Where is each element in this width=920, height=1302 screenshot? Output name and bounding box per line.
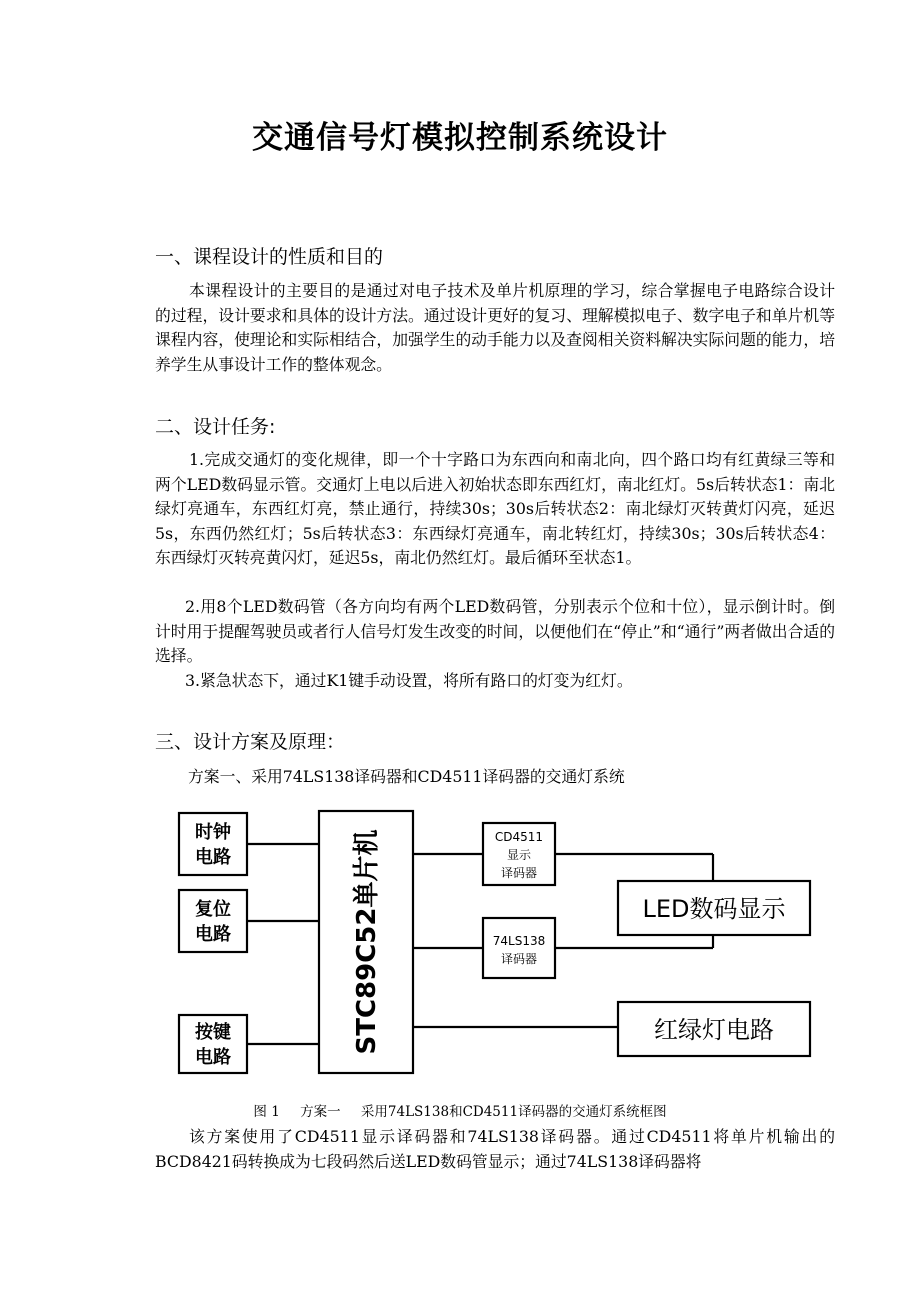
section-1-heading: 一、课程设计的性质和目的 xyxy=(155,246,384,268)
key-label-2: 电路 xyxy=(195,1047,231,1068)
section-1-paragraph: 本课程设计的主要目的是通过对电子技术及单片机原理的学习，综合掌握电子电路综合设计的过程，设计要求和具体的设计方法。通过设计更好的复习、理解模拟电子、数字电子和单片机等课程内容，使理论和实际相结合，加强学生的动手能力以及查阅相关资料解决实际问题的能力，培养学生从事设计工作的整体观念。 xyxy=(155,281,835,374)
cd4511-label-2: 显示 xyxy=(506,848,532,862)
led-display-label: LED数码显示 xyxy=(642,895,786,923)
ls138-label-1: 74LS138 xyxy=(492,934,546,948)
section-3-paragraph: 该方案使用了CD4511显示译码器和74LS138译码器。通过CD4511将单片机输出的BCD8421码转换成为七段码然后送LED数码管显示；通过74LS138译码器将 xyxy=(155,1127,835,1171)
scheme-1-label: 方案一、采用74LS138译码器和CD4511译码器的交通灯系统 xyxy=(188,767,625,786)
block-diagram xyxy=(165,805,820,1080)
cd4511-label-3: 译码器 xyxy=(500,866,538,880)
task-item-3: 3.紧急状态下，通过K1键手动设置，将所有路口的灯变为红灯。 xyxy=(185,671,633,690)
ls138-label-2: 译码器 xyxy=(500,952,538,966)
figure-caption xyxy=(0,1100,920,1120)
ls138-box xyxy=(483,918,555,978)
section-3-heading: 三、设计方案及原理： xyxy=(155,731,346,753)
task-item-1: 1.完成交通灯的变化规律，即一个十字路口为东西向和南北向，四个路口均有红黄绿三等和两个LED数码显示管。交通灯上电以后进入初始状态即东西红灯，南北红灯。5s后转状态1：南北绿灯亮通车，东西红灯亮，禁止通行，持续30s；30s后转状态2：南北绿灯灭转黄灯闪亮，延迟5s，东西仍然红灯；5s后转状态3：东西绿灯亮通车，南北转红灯，持续30s；30s后转状态4：东西绿灯灭转亮黄闪灯，延迟5s，南北仍然红灯。最后循环至状态1。 xyxy=(155,450,835,568)
figure-description: 采用74LS138和CD4511译码器的交通灯系统框图 xyxy=(360,1104,667,1120)
section-2-heading: 二、设计任务: xyxy=(155,416,276,438)
reset-label-2: 电路 xyxy=(195,924,231,945)
figure-name: 方案一 xyxy=(300,1104,341,1120)
document-title: 交通信号灯模拟控制系统设计 xyxy=(252,120,668,156)
traffic-light-label: 红绿灯电路 xyxy=(654,1016,774,1044)
clock-label-1: 时钟 xyxy=(195,822,231,843)
figure-number: 图 1 xyxy=(253,1104,280,1120)
task-item-2: 2.用8个LED数码管（各方向均有两个LED数码管，分别表示个位和十位），显示倒计时。倒计时用于提醒驾驶员或者行人信号灯发生改变的时间，以便他们在“停止”和“通行”两者做出合适的选择。 xyxy=(155,597,835,666)
key-label-1: 按键 xyxy=(195,1022,231,1043)
mcu-label: STC89C52单片机 xyxy=(352,829,382,1055)
reset-label-1: 复位 xyxy=(195,899,231,920)
clock-label-2: 电路 xyxy=(195,847,231,868)
cd4511-label-1: CD4511 xyxy=(494,830,544,844)
